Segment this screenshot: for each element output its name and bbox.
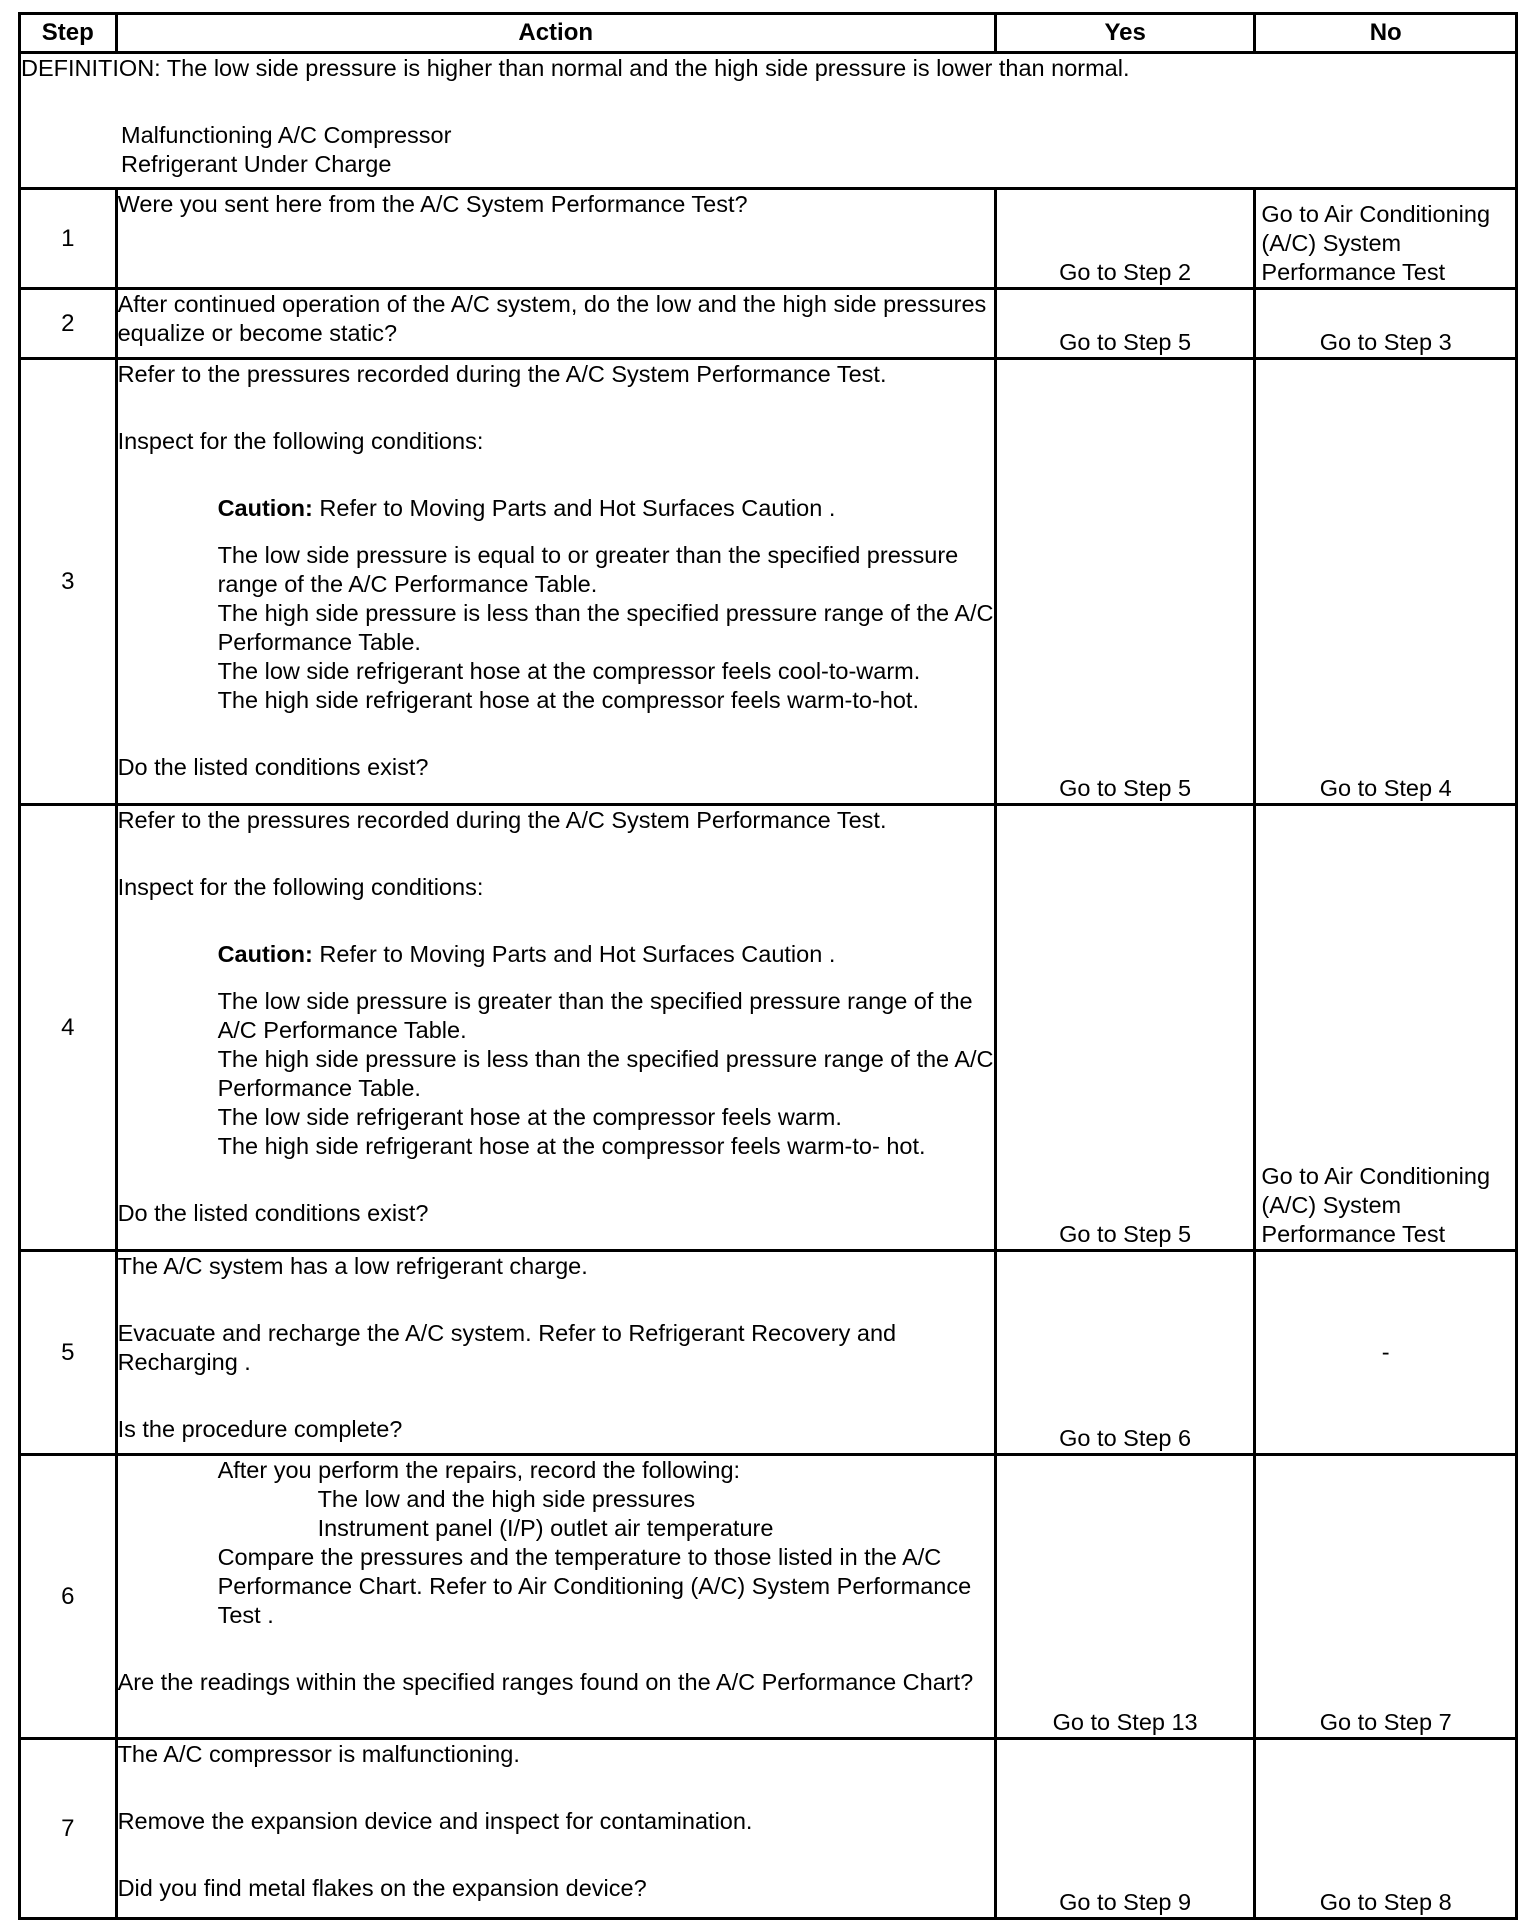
action-cell [116,1739,995,1919]
no-result[interactable]: Go to Air Conditioning (A/C) System Performance Test [1255,189,1517,289]
condition-item: The high side refrigerant hose at the compressor feels warm-to-hot. [217,687,919,713]
step-row-1 [20,189,1517,289]
definition-cause: Refrigerant Under Charge [121,151,392,177]
question-text: Did you find metal flakes on the expansion device? [117,1875,647,1901]
condition-item: The low side refrigerant hose at the compressor feels warm. [217,1104,842,1130]
yes-result[interactable]: Go to Step 13 [995,1455,1255,1739]
no-result[interactable]: Go to Step 8 [1255,1739,1517,1919]
caution-text: Refer to Moving Parts and Hot Surfaces Caution . [312,495,836,521]
yes-result[interactable]: Go to Step 5 [995,289,1255,359]
step-row-4 [20,805,1517,1251]
action-cell [116,1455,995,1739]
step-row-3 [20,359,1517,805]
no-result[interactable]: Go to Step 3 [1255,289,1517,359]
step-number: 1 [20,189,117,289]
definition-row [20,53,1517,189]
header-action: Action [116,14,995,53]
diagnostic-table [18,12,1518,1920]
question-text: After continued operation of the A/C system, do the low and the high side pressures equalize or become static? [117,291,987,346]
no-result: - [1255,1251,1517,1455]
yes-result[interactable]: Go to Step 5 [995,359,1255,805]
header-no: No [1255,14,1517,53]
instruction-text: Evacuate and recharge the A/C system. Refer to Refrigerant Recovery and Recharging . [117,1320,897,1375]
condition-item: The high side refrigerant hose at the compressor feels warm-to- hot. [217,1133,926,1159]
record-item: The low and the high side pressures [317,1486,696,1512]
intro-text: Refer to the pressures recorded during the A/C System Performance Test. [117,807,887,833]
caution-label: Caution: [217,941,313,967]
intro-text: The A/C compressor is malfunctioning. [117,1741,520,1767]
instruction-text: Remove the expansion device and inspect for contamination. [117,1808,753,1834]
condition-item: The high side pressure is less than the specified pressure range of the A/C Performance Table. [217,600,994,655]
inspect-text: Inspect for the following conditions: [117,874,484,900]
record-text: After you perform the repairs, record the following: [217,1457,741,1483]
definition-text: DEFINITION: The low side pressure is higher than normal and the high side pressure is lower than normal. [21,55,1130,81]
question-text: Were you sent here from the A/C System Performance Test? [117,191,748,217]
action-cell [116,189,995,289]
condition-item: The low side refrigerant hose at the compressor feels cool-to-warm. [217,658,921,684]
definition-cause: Malfunctioning A/C Compressor [121,122,452,148]
step-row-2 [20,289,1517,359]
question-text: Do the listed conditions exist? [117,1200,429,1226]
compare-text: Compare the pressures and the temperature to those listed in the A/C Performance Chart. Refer to Air Conditioning (A/C) System Performance Test . [217,1544,972,1628]
header-step: Step [20,14,117,53]
action-cell [116,289,995,359]
yes-result[interactable]: Go to Step 2 [995,189,1255,289]
inspect-text: Inspect for the following conditions: [117,428,484,454]
condition-item: The low side pressure is equal to or greater than the specified pressure range of the A/C Performance Table. [217,542,959,597]
condition-item: The low side pressure is greater than the specified pressure range of the A/C Performance Table. [217,988,973,1043]
step-number: 2 [20,289,117,359]
step-row-5 [20,1251,1517,1455]
step-number: 5 [20,1251,117,1455]
step-number: 7 [20,1739,117,1919]
intro-text: Refer to the pressures recorded during the A/C System Performance Test. [117,361,887,387]
header-yes: Yes [995,14,1255,53]
step-number: 6 [20,1455,117,1739]
question-text: Do the listed conditions exist? [117,754,429,780]
caution-label: Caution: [217,495,313,521]
action-cell [116,805,995,1251]
action-cell [116,359,995,805]
yes-result[interactable]: Go to Step 6 [995,1251,1255,1455]
record-item: Instrument panel (I/P) outlet air temperature [317,1515,774,1541]
definition-cell [20,53,1517,189]
yes-result[interactable]: Go to Step 9 [995,1739,1255,1919]
header-row [20,14,1517,53]
no-result[interactable]: Go to Step 4 [1255,359,1517,805]
no-result[interactable]: Go to Step 7 [1255,1455,1517,1739]
caution-text: Refer to Moving Parts and Hot Surfaces Caution . [312,941,836,967]
question-text: Is the procedure complete? [117,1416,403,1442]
condition-item: The high side pressure is less than the specified pressure range of the A/C Performance Table. [217,1046,994,1101]
caution-note [118,494,994,523]
step-row-6 [20,1455,1517,1739]
step-number: 3 [20,359,117,805]
yes-result[interactable]: Go to Step 5 [995,805,1255,1251]
no-result[interactable]: Go to Air Conditioning (A/C) System Performance Test [1255,805,1517,1251]
caution-note [118,940,994,969]
intro-text: The A/C system has a low refrigerant charge. [117,1253,588,1279]
step-row-7 [20,1739,1517,1919]
action-cell [116,1251,995,1455]
question-text: Are the readings within the specified ranges found on the A/C Performance Chart? [117,1669,974,1695]
step-number: 4 [20,805,117,1251]
